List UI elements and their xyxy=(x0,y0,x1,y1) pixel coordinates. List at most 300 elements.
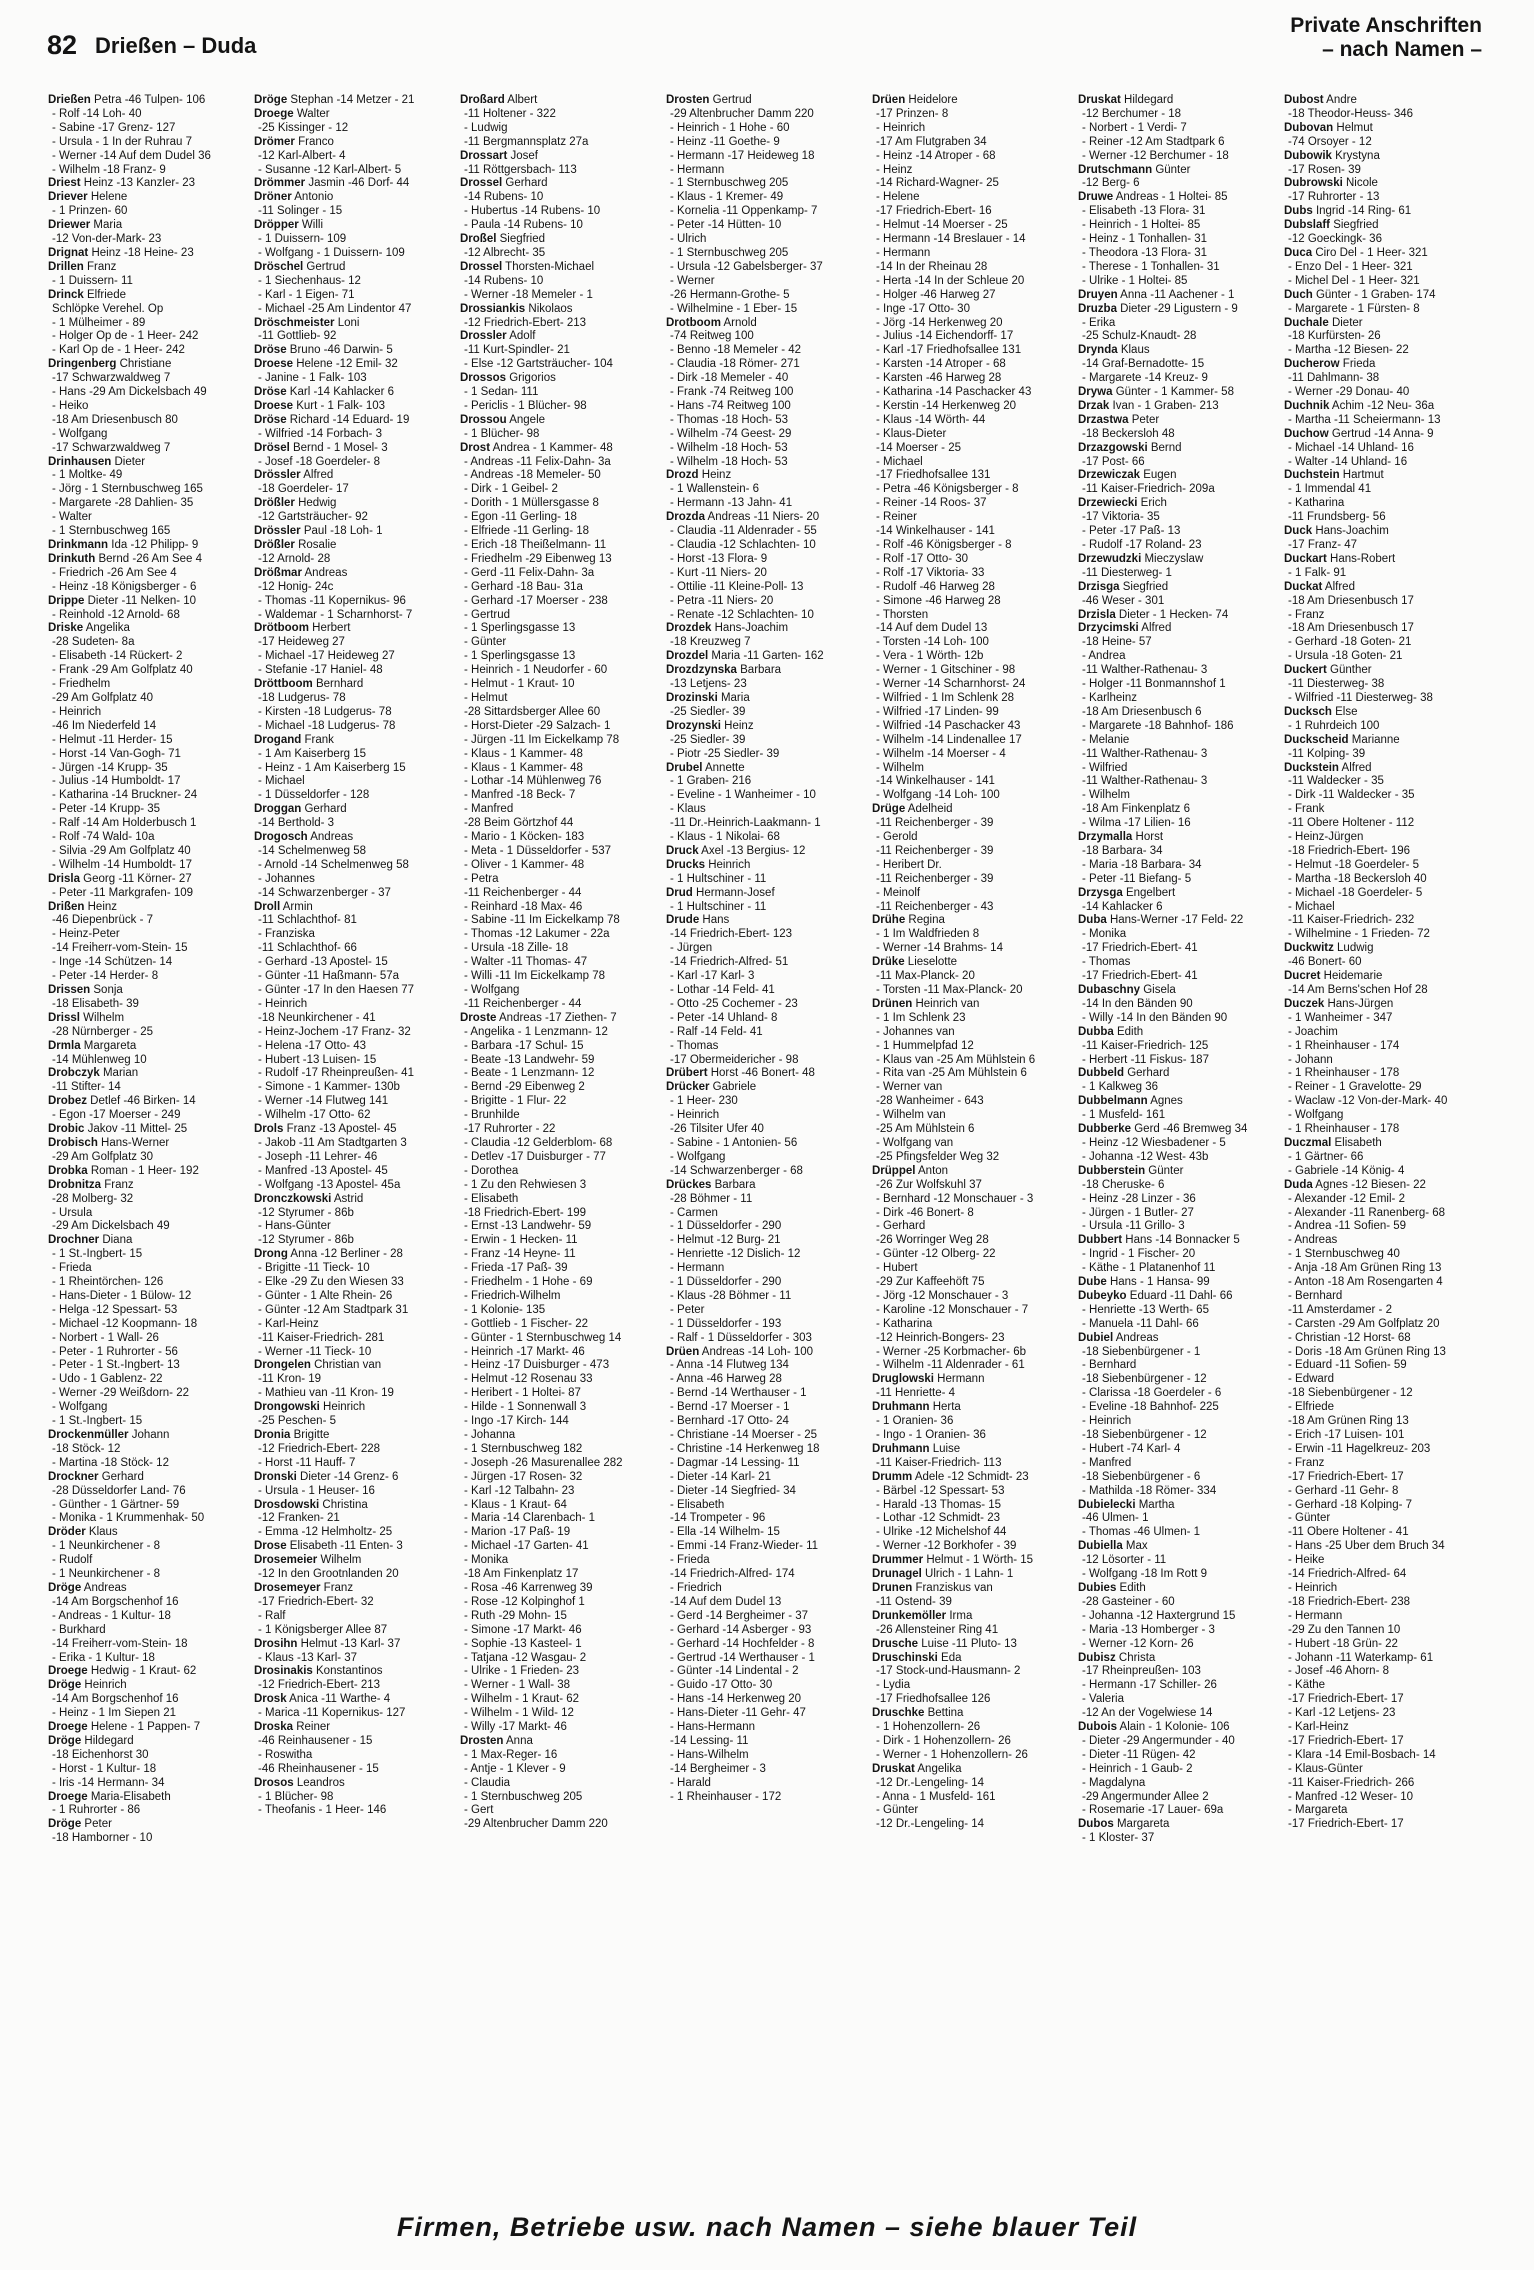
directory-subentry: - Friedrich -26 Am See 4 xyxy=(52,566,177,579)
directory-subentry: - Hubert -18 Grün- 22 xyxy=(1288,1637,1398,1650)
directory-subentry: - Antje - 1 Klever - 9 xyxy=(464,1762,566,1775)
directory-subentry: - Angelika - 1 Lenzmann- 12 xyxy=(464,1025,608,1038)
entry-text: Horst xyxy=(1132,831,1164,844)
directory-entry xyxy=(666,1346,854,1360)
directory-entry xyxy=(48,622,236,636)
entry-text: Bernd xyxy=(1147,441,1182,454)
entry-text: Siegfried xyxy=(1119,580,1169,593)
surname: Drossou xyxy=(460,413,507,426)
directory-subentry: - Walter xyxy=(52,511,92,524)
entry-text: Hans-Robert xyxy=(1326,552,1396,565)
directory-subentry: -14 Schwarzenberger - 37 xyxy=(258,886,391,899)
directory-subentry: - Benno -18 Memeler - 42 xyxy=(670,344,802,357)
directory-subentry: -18 Friedrich-Ebert- 196 xyxy=(1288,844,1411,857)
entry-text: Maria-Elisabeth xyxy=(87,1790,171,1803)
directory-subentry: - Franziska xyxy=(258,928,315,941)
directory-subentry: - Johanna xyxy=(464,1429,516,1441)
directory-subentry: - Sabine - 1 Antonien- 56 xyxy=(670,1136,798,1149)
surname: Ducret xyxy=(1284,970,1321,983)
entry-text: Klaus xyxy=(1117,344,1150,357)
directory-subentry: - Klaus-Günter xyxy=(1288,1762,1363,1775)
directory-subentry: -11 Dr.-Heinrich-Laakmann- 1 xyxy=(670,817,821,830)
directory-entry xyxy=(254,831,442,845)
directory-subentry: -12 Styrumer - 86b xyxy=(258,1206,354,1219)
directory-subentry: - Monika xyxy=(464,1554,509,1567)
directory-subentry: - Sabine -17 Grenz- 127 xyxy=(52,121,176,134)
surname: Drozdzynska xyxy=(666,664,737,677)
directory-subentry: - Friedrich xyxy=(670,1581,722,1594)
entry-text: Jakov -11 Mittel- 25 xyxy=(84,1123,188,1136)
directory-entry xyxy=(1078,442,1266,456)
surname: Drosemeyer xyxy=(254,1581,321,1594)
directory-subentry: - Bernd -17 Moerser - 1 xyxy=(670,1401,790,1414)
directory-subentry: - Brigitte - 1 Flur- 22 xyxy=(464,1095,567,1108)
directory-subentry: - Willy -14 In den Bänden 90 xyxy=(1082,1011,1228,1024)
directory-subentry: - Klaus - 1 Kammer- 48 xyxy=(464,761,583,774)
directory-subentry: - Klaus -28 Böhmer - 11 xyxy=(670,1289,792,1302)
directory-subentry: - Ruth -29 Mohn- 15 xyxy=(464,1609,567,1622)
directory-subentry: -11 Reichenberger - 39 xyxy=(876,872,994,885)
entry-text: Alfred xyxy=(300,469,334,482)
directory-subentry: - Melanie xyxy=(1082,733,1130,746)
directory-subentry: -11 Obere Holtener - 41 xyxy=(1288,1526,1409,1539)
directory-subentry: - Rita van -25 Am Mühlstein 6 xyxy=(876,1067,1027,1080)
directory-entry xyxy=(254,1471,442,1485)
directory-subentry: - Harald xyxy=(670,1776,711,1789)
surname: Dubs xyxy=(1284,205,1313,218)
directory-column xyxy=(460,94,648,2184)
surname: Drößmar xyxy=(254,566,302,579)
directory-subentry: - Ernst -13 Landwehr- 59 xyxy=(464,1220,592,1233)
directory-entry xyxy=(254,1123,442,1137)
surname: Drinkmann xyxy=(48,539,109,551)
directory-subentry: - Reiner - 1 Gravelotte- 29 xyxy=(1288,1081,1422,1094)
directory-subentry: -18 Am Driesenbusch 6 xyxy=(1082,705,1202,718)
directory-subentry: - Clarissa -18 Goerdeler - 6 xyxy=(1082,1387,1222,1400)
entry-text: Krystyna xyxy=(1331,149,1380,162)
directory-subentry: -14 Lessing- 11 xyxy=(670,1734,749,1747)
directory-subentry: - Michael -14 Uhland- 16 xyxy=(1288,441,1414,454)
directory-subentry: -11 Kaiser-Friedrich- 125 xyxy=(1082,1039,1209,1052)
surname: Druzba xyxy=(1078,302,1117,315)
entry-text: Alfred xyxy=(1322,580,1355,593)
directory-entry xyxy=(460,1012,648,1026)
directory-entry xyxy=(872,1763,1060,1777)
directory-subentry: -17 Friedrich-Ebert- 17 xyxy=(1288,1734,1404,1747)
directory-subentry: - Joseph -11 Lehrer- 46 xyxy=(258,1150,378,1163)
directory-subentry: - Thomas -12 Lakumer - 22a xyxy=(464,928,610,941)
directory-subentry: - Heinz -12 Wiesbadener - 5 xyxy=(1082,1136,1226,1149)
directory-entry xyxy=(1284,469,1472,483)
directory-subentry: - Rosa -46 Karrenweg 39 xyxy=(464,1581,593,1594)
entry-text: Marianne xyxy=(1348,733,1400,746)
directory-subentry: -14 In den Bänden 90 xyxy=(1082,997,1193,1010)
directory-subentry: - Helene xyxy=(876,191,920,204)
entry-text: Hans -14 Bonnacker 5 xyxy=(1122,1234,1240,1247)
directory-entry xyxy=(48,1123,236,1137)
directory-subentry: -14 Friedrich-Alfred- 64 xyxy=(1288,1568,1407,1581)
directory-subentry: -18 Cheruske- 6 xyxy=(1082,1178,1165,1191)
directory-subentry: - Klaus -14 Wörth- 44 xyxy=(876,413,986,426)
directory-subentry: - 1 Sperlingsgasse 13 xyxy=(464,650,576,663)
entry-text: Dieter - 1 Hecken- 74 xyxy=(1115,608,1229,621)
directory-entry xyxy=(872,1582,1060,1596)
directory-subentry: - Theodora -13 Flora- 31 xyxy=(1082,246,1208,259)
directory-subentry: -11 Kaiser-Friedrich- 232 xyxy=(1288,914,1415,927)
surname: Duczek xyxy=(1284,997,1325,1010)
directory-subentry: -11 Ostend- 39 xyxy=(876,1595,952,1608)
directory-subentry: - Torsten -14 Loh- 100 xyxy=(876,636,989,649)
directory-subentry: - Werner -29 Weißdorn- 22 xyxy=(52,1387,189,1400)
directory-subentry: - Johann -11 Waterkamp- 61 xyxy=(1288,1651,1434,1664)
directory-subentry: - Ursula - 1 In der Ruhrau 7 xyxy=(52,135,192,148)
entry-text: Eugen xyxy=(1140,469,1177,482)
surname: Droege xyxy=(254,107,294,120)
entry-text: Willi xyxy=(298,219,324,232)
directory-subentry: - Wolfgang xyxy=(670,1150,726,1163)
directory-subentry: -11 Dahlmann- 38 xyxy=(1288,372,1380,385)
directory-subentry: -11 Reichenberger - 39 xyxy=(876,844,994,857)
entry-text: Maria xyxy=(90,219,123,232)
directory-subentry: - Kurt -11 Niers- 20 xyxy=(670,566,767,579)
directory-subentry: - 1 Duissern- 109 xyxy=(258,233,347,246)
directory-subentry: - 1 Heer- 230 xyxy=(670,1095,738,1108)
surname: Drutschmann xyxy=(1078,163,1153,176)
surname: Drinkuth xyxy=(48,552,96,565)
directory-subentry: -18 Siebenbürgener - 12 xyxy=(1082,1373,1207,1386)
directory-entry xyxy=(872,1401,1060,1415)
directory-subentry: - 1 Rheintörchen- 126 xyxy=(52,1276,164,1289)
directory-subentry: - Heinrich xyxy=(52,705,102,718)
directory-subentry: - Manfred -12 Weser- 10 xyxy=(1288,1790,1414,1803)
surname: Dubielecki xyxy=(1078,1498,1136,1511)
surname: Drummer xyxy=(872,1554,924,1567)
directory-entry xyxy=(666,762,854,776)
directory-subentry: - Arnold -14 Schelmenweg 58 xyxy=(258,858,409,871)
directory-subentry: - Gerhard -18 Bau- 31a xyxy=(464,580,583,593)
surname: Dröge xyxy=(48,1581,82,1594)
directory-entry xyxy=(1078,1499,1266,1513)
directory-subentry: -11 Stifter- 14 xyxy=(52,1081,121,1094)
surname: Droska xyxy=(254,1721,293,1734)
directory-subentry: - 1 Duissern- 11 xyxy=(52,274,133,287)
directory-entry xyxy=(1078,1276,1266,1290)
directory-entry xyxy=(460,414,648,428)
directory-subentry: -14 Schelmenweg 58 xyxy=(258,844,367,857)
directory-subentry: - Stefanie -17 Haniel- 48 xyxy=(258,664,383,677)
entry-text: Andreas xyxy=(301,566,348,579)
entry-text: Wilhelm xyxy=(317,1554,362,1567)
directory-subentry: - Günter xyxy=(464,636,507,649)
directory-subentry: - Herta -14 In der Schleue 20 xyxy=(876,274,1025,287)
surname: Duchstein xyxy=(1284,469,1340,482)
directory-subentry: -17 Heideweg 27 xyxy=(258,636,345,649)
directory-subentry: - Jörg -12 Monschauer - 3 xyxy=(876,1289,1009,1302)
directory-entry xyxy=(460,233,648,247)
directory-subentry: - Lydia xyxy=(876,1679,911,1692)
directory-subentry: - Wilhelm -74 Geest- 29 xyxy=(670,427,792,440)
surname: Dronski xyxy=(254,1470,297,1483)
directory-subentry: - 1 Sternbuschweg 205 xyxy=(670,246,789,259)
entry-text: Anna -11 Aachener - 1 xyxy=(1117,288,1235,301)
directory-entry xyxy=(254,1429,442,1443)
directory-subentry: - Hilde - 1 Sonnenwall 3 xyxy=(464,1401,587,1414)
directory-entry xyxy=(48,1679,236,1693)
directory-subentry: -14 Friedrich-Alfred- 51 xyxy=(670,956,789,969)
directory-entry xyxy=(666,317,854,331)
surname: Druschinski xyxy=(872,1651,938,1664)
directory-subentry: -26 Tilsiter Ufer 40 xyxy=(670,1123,764,1136)
directory-subentry: - Ulrike - 1 Frieden- 23 xyxy=(464,1665,580,1678)
directory-subentry: -12 Franken- 21 xyxy=(258,1512,340,1525)
directory-subentry: -18 Stöck- 12 xyxy=(52,1442,121,1455)
directory-subentry: - Heinz -18 Königsberger - 6 xyxy=(52,580,197,593)
directory-subentry: - Hans-Wilhelm xyxy=(670,1748,749,1761)
directory-subentry: - Günter -14 Lindental - 2 xyxy=(670,1665,799,1678)
directory-entry xyxy=(48,1429,236,1443)
directory-subentry: - Bernd -29 Eibenweg 2 xyxy=(464,1081,585,1094)
directory-subentry: -25 Kissinger - 12 xyxy=(258,121,349,134)
directory-subentry: -29 Zu den Tannen 10 xyxy=(1288,1623,1401,1636)
directory-subentry: - Maria -14 Clarenbach- 1 xyxy=(464,1512,596,1525)
directory-subentry: - Werner - 1 Hohenzollern- 26 xyxy=(876,1748,1028,1761)
directory-entry xyxy=(1284,247,1472,261)
entry-text: Barbara xyxy=(711,1178,756,1191)
directory-subentry: - Jürgen -14 Krupp- 35 xyxy=(52,761,168,774)
directory-entry xyxy=(254,622,442,636)
directory-subentry: -28 Gasteiner - 60 xyxy=(1082,1595,1175,1608)
directory-subentry: -17 Friedrich-Ebert- 16 xyxy=(876,205,992,218)
surname: Dröge xyxy=(48,1734,82,1747)
directory-subentry: - Heinz xyxy=(876,163,913,176)
directory-subentry: - Magdalyna xyxy=(1082,1776,1146,1789)
entry-text: Heinz xyxy=(698,469,732,482)
directory-entry xyxy=(1078,1652,1266,1666)
directory-subentry: - Dieter -11 Rügen- 42 xyxy=(1082,1748,1196,1761)
directory-subentry: - Peter -11 Biefang- 5 xyxy=(1082,872,1192,885)
directory-entry xyxy=(666,469,854,483)
directory-subentry: - 1 Ruhrorter - 86 xyxy=(52,1804,141,1817)
directory-entry xyxy=(1078,289,1266,303)
directory-subentry: - Christian -12 Horst- 68 xyxy=(1288,1331,1411,1344)
entry-text: Jasmin -46 Dorf- 44 xyxy=(305,177,410,190)
surname: Dröner xyxy=(254,191,292,204)
directory-subentry: -14 Friedrich-Alfred- 174 xyxy=(670,1568,795,1581)
surname: Dröge xyxy=(48,1818,82,1831)
directory-subentry: - Friedhelm - 1 Hohe - 69 xyxy=(464,1276,593,1289)
directory-entry xyxy=(254,1721,442,1735)
directory-entry xyxy=(48,1791,236,1805)
directory-subentry: -14 Am Borgschenhof 16 xyxy=(52,1595,179,1608)
page-number: 82 xyxy=(47,30,78,60)
directory-entry xyxy=(1284,970,1472,984)
directory-subentry: - 1 Ruhrdeich 100 xyxy=(1288,719,1380,732)
directory-subentry: - Johanna -12 West- 43b xyxy=(1082,1150,1209,1163)
surname: Droste xyxy=(460,1011,497,1024)
entry-text: Maria xyxy=(717,691,750,704)
directory-subentry: - Andreas - 1 Kultur- 18 xyxy=(52,1609,171,1622)
directory-subentry: -29 Am Golfplatz 30 xyxy=(52,1150,153,1163)
directory-subentry: - Gerhard -18 Kolping- 7 xyxy=(1288,1498,1413,1511)
directory-subentry: - Wilhelm - 1 Wild- 12 xyxy=(464,1707,574,1720)
entry-text: Luise -11 Pluto- 13 xyxy=(918,1637,1017,1650)
surname: Duch xyxy=(1284,288,1313,301)
surname: Dubies xyxy=(1078,1581,1117,1594)
directory-entry xyxy=(254,136,442,150)
directory-entry xyxy=(48,873,236,887)
directory-subentry: - Werner xyxy=(670,274,715,287)
directory-subentry: -14 Moerser - 25 xyxy=(876,441,962,454)
entry-text: Helene -12 Emil- 32 xyxy=(293,358,398,371)
entry-text: Elisabeth -11 Enten- 3 xyxy=(286,1540,403,1553)
directory-subentry: - Michael -17 Garten- 41 xyxy=(464,1540,589,1553)
surname: Drötboom xyxy=(254,622,309,635)
directory-subentry: - Inge -17 Otto- 30 xyxy=(876,302,970,315)
directory-subentry: - Jürgen - 1 Butler- 27 xyxy=(1082,1206,1194,1219)
directory-subentry: - Günter -11 Haßmann- 57a xyxy=(258,970,400,983)
directory-subentry: - Hubert -74 Karl- 4 xyxy=(1082,1442,1181,1455)
surname: Druyen xyxy=(1078,288,1118,301)
directory-subentry: -11 Gottlieb- 92 xyxy=(258,330,337,343)
directory-subentry: - Thomas xyxy=(1082,956,1131,969)
directory-entry xyxy=(254,469,442,483)
directory-subentry: - Sabine -11 Im Eickelkamp 78 xyxy=(464,914,620,927)
surname: Drißen xyxy=(48,900,85,913)
directory-subentry: - Reiner -14 Roos- 37 xyxy=(876,497,987,510)
directory-subentry: -12 Styrumer - 86b xyxy=(258,1234,354,1247)
directory-subentry: -14 Am Berns'schen Hof 28 xyxy=(1288,984,1428,996)
directory-entry xyxy=(254,1499,442,1513)
directory-subentry: -17 Schwarzwaldweg 7 xyxy=(52,372,171,385)
directory-subentry: - Peter -14 Herder- 8 xyxy=(52,970,159,983)
directory-subentry: - Peter xyxy=(670,1303,705,1316)
directory-entry xyxy=(460,442,648,456)
surname: Drinhausen xyxy=(48,455,112,468)
entry-text: Gisela xyxy=(1140,984,1176,996)
directory-entry xyxy=(1078,553,1266,567)
directory-subentry: - Martha -11 Scheiermann- 13 xyxy=(1288,413,1441,426)
directory-subentry: -25 Am Mühlstein 6 xyxy=(876,1123,975,1136)
directory-subentry: - Anna -46 Harweg 28 xyxy=(670,1373,782,1386)
directory-subentry: -28 Molberg- 32 xyxy=(52,1192,134,1205)
directory-subentry: -11 Röttgersbach- 113 xyxy=(464,163,577,176)
surname: Driewer xyxy=(48,219,91,232)
directory-subentry: -11 Reichenberger - 44 xyxy=(464,886,582,899)
directory-subentry: - Hans -29 Am Dickelsbach 49 xyxy=(52,386,207,399)
directory-entry xyxy=(48,1721,236,1735)
entry-text: Max xyxy=(1122,1540,1148,1553)
directory-subentry: - Bernhard xyxy=(1288,1289,1343,1302)
directory-entry xyxy=(1078,303,1266,317)
surname: Droggan xyxy=(254,803,302,816)
directory-subentry: - Rudolf -46 Harweg 28 xyxy=(876,580,995,593)
section-title-line-2: – nach Namen – xyxy=(1322,38,1482,61)
directory-subentry: -11 Waldecker - 35 xyxy=(1288,775,1384,788)
page-header xyxy=(0,0,1534,90)
directory-subentry: - Gerhard -13 Apostel- 15 xyxy=(258,956,388,969)
directory-subentry: -11 Max-Planck- 20 xyxy=(876,970,975,983)
surname: Dubowik xyxy=(1284,149,1332,162)
directory-subentry: -14 Freiherr-vom-Stein- 15 xyxy=(52,942,188,955)
entry-text: Hermann xyxy=(933,1373,985,1386)
entry-text: Horst -46 Bonert- 48 xyxy=(707,1067,815,1080)
directory-entry xyxy=(872,914,1060,928)
directory-subentry: - Dorothea xyxy=(464,1164,519,1177)
directory-subentry: - Mathilda -18 Römer- 334 xyxy=(1082,1484,1217,1497)
surname: Drübert xyxy=(666,1067,708,1080)
directory-subentry: - Norbert - 1 Verdi- 7 xyxy=(1082,121,1187,134)
directory-subentry: - Erwin - 1 Hecken- 11 xyxy=(464,1234,578,1247)
directory-subentry: - Joseph -26 Masurenallee 282 xyxy=(464,1456,623,1469)
directory-subentry: - Gottlieb - 1 Fischer- 22 xyxy=(464,1317,588,1330)
surname: Dröpper xyxy=(254,219,299,232)
directory-subentry: -18 Kreuzweg 7 xyxy=(670,636,751,649)
directory-subentry: - Ingo - 1 Oranien- 36 xyxy=(876,1429,986,1441)
surname: Drosinakis xyxy=(254,1665,313,1678)
directory-subentry: - 1 Hummelpfad 12 xyxy=(876,1039,974,1052)
directory-entry xyxy=(1078,1332,1266,1346)
directory-subentry: -18 Neunkirchener - 41 xyxy=(258,1011,376,1024)
entry-text: Martha xyxy=(1135,1498,1175,1511)
surname: Drongelen xyxy=(254,1359,311,1372)
directory-subentry: - Kirsten -18 Ludgerus- 78 xyxy=(258,705,392,718)
directory-subentry: - Helga -12 Spessart- 53 xyxy=(52,1303,178,1316)
directory-subentry: - Heinz-Peter xyxy=(52,928,120,941)
directory-subentry: -17 Schwarzwaldweg 7 xyxy=(52,441,171,454)
directory-subentry: - Michael xyxy=(876,455,923,468)
directory-subentry: -18 Am Driesenbusch 80 xyxy=(52,413,178,426)
directory-subentry: - Ingrid - 1 Fischer- 20 xyxy=(1082,1248,1196,1261)
surname: Drosten xyxy=(460,1734,504,1747)
directory-subentry: -11 Walther-Rathenau- 3 xyxy=(1082,747,1208,760)
directory-subentry: -14 Berthold- 3 xyxy=(258,817,335,830)
directory-subentry: - Petra -46 Königsberger - 8 xyxy=(876,483,1019,496)
surname: Drömmer xyxy=(254,177,306,190)
entry-text: Arnold xyxy=(720,316,757,329)
surname: Drockner xyxy=(48,1470,99,1483)
directory-entry xyxy=(48,261,236,275)
directory-subentry: -17 Rosen- 39 xyxy=(1288,163,1361,176)
entry-text: Andreas xyxy=(81,1581,127,1594)
directory-subentry: - Heinz -14 Atroper - 68 xyxy=(876,149,996,162)
entry-text: Richard -14 Eduard- 19 xyxy=(286,413,410,426)
directory-subentry: - Werner -18 Memeler - 1 xyxy=(464,288,593,301)
surname: Drosk xyxy=(254,1693,287,1706)
directory-subentry: - Meinolf xyxy=(876,886,921,899)
surname: Dubbert xyxy=(1078,1234,1123,1247)
directory-subentry: - Werner -14 Scharnhorst- 24 xyxy=(876,678,1026,691)
directory-subentry: - 1 St.-Ingbert- 15 xyxy=(52,1248,143,1261)
directory-subentry: - Frieda xyxy=(52,1262,92,1275)
entry-text: Siegfried xyxy=(496,233,546,246)
directory-subentry: - Heike xyxy=(1288,1554,1325,1567)
entry-text: Frank xyxy=(301,733,334,746)
entry-text: Erich xyxy=(1137,497,1167,510)
surname: Drunen xyxy=(872,1581,913,1594)
directory-subentry: - 1 Sperlingsgasse 13 xyxy=(464,622,576,635)
surname: Drissl xyxy=(48,1011,80,1024)
directory-subentry: - Emmi -14 Franz-Wieder- 11 xyxy=(670,1540,819,1553)
directory-entry xyxy=(872,1554,1060,1568)
directory-subentry: - Walter -11 Thomas- 47 xyxy=(464,956,588,969)
directory-entry xyxy=(48,94,236,108)
entry-text: Nikolaos xyxy=(525,302,573,315)
directory-subentry: -17 Prinzen- 8 xyxy=(876,107,949,120)
directory-subentry: - Heinz -28 Linzer - 36 xyxy=(1082,1192,1196,1205)
directory-subentry: - Valeria xyxy=(1082,1693,1124,1706)
entry-text: Rosalie xyxy=(294,539,337,551)
directory-subentry: - 1 Düsseldorfer - 193 xyxy=(670,1317,782,1330)
